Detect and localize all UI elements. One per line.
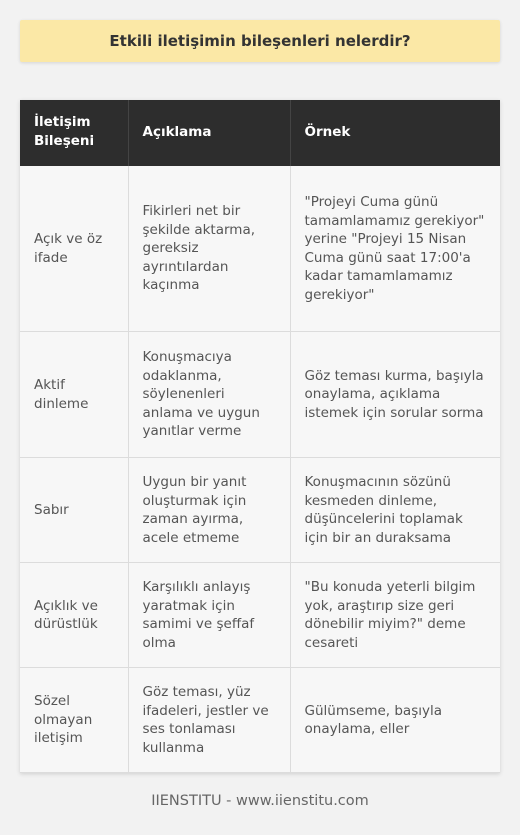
components-table (20, 100, 500, 773)
cell-description: Konuşmacıya odaklanma, söylenenleri anlama ve uygun yanıtlar verme (128, 332, 290, 458)
header-example: Örnek (290, 100, 500, 166)
cell-example: "Bu konuda yeterli bilgim yok, araştırıp size geri dönebilir miyim?" deme cesareti (290, 563, 500, 668)
table-row (20, 166, 500, 332)
cell-component: Açık ve öz ifade (20, 166, 128, 332)
table-row (20, 458, 500, 563)
cell-description: Karşılıklı anlayış yaratmak için samimi ve şeffaf olma (128, 563, 290, 668)
cell-description: Uygun bir yanıt oluşturmak için zaman ayırma, acele etmeme (128, 458, 290, 563)
cell-example: Konuşmacının sözünü kesmeden dinleme, düşüncelerini toplamak için bir an duraksama (290, 458, 500, 563)
cell-component: Sözel olmayan iletişim (20, 668, 128, 773)
cell-description: Fikirleri net bir şekilde aktarma, gereksiz ayrıntılardan kaçınma (128, 166, 290, 332)
cell-example: Gülümseme, başıyla onaylama, eller (290, 668, 500, 773)
table-header-row (20, 100, 500, 166)
table-row (20, 668, 500, 773)
cell-example: "Projeyi Cuma günü tamamlamamız gerekiyor" yerine "Projeyi 15 Nisan Cuma günü saat 17:00'a kadar tamamlamamız gerekiyor" (290, 166, 500, 332)
table-row (20, 332, 500, 458)
page-title: Etkili iletişimin bileşenleri nelerdir? (20, 20, 500, 62)
table-row (20, 563, 500, 668)
cell-example: Göz teması kurma, başıyla onaylama, açıklama istemek için sorular sorma (290, 332, 500, 458)
footer-credit: IIENSTITU - www.iienstitu.com (151, 793, 369, 809)
header-description: Açıklama (128, 100, 290, 166)
cell-component: Aktif dinleme (20, 332, 128, 458)
cell-description: Göz teması, yüz ifadeleri, jestler ve ses tonlaması kullanma (128, 668, 290, 773)
cell-component: Sabır (20, 458, 128, 563)
header-component: İletişim Bileşeni (20, 100, 128, 166)
cell-component: Açıklık ve dürüstlük (20, 563, 128, 668)
